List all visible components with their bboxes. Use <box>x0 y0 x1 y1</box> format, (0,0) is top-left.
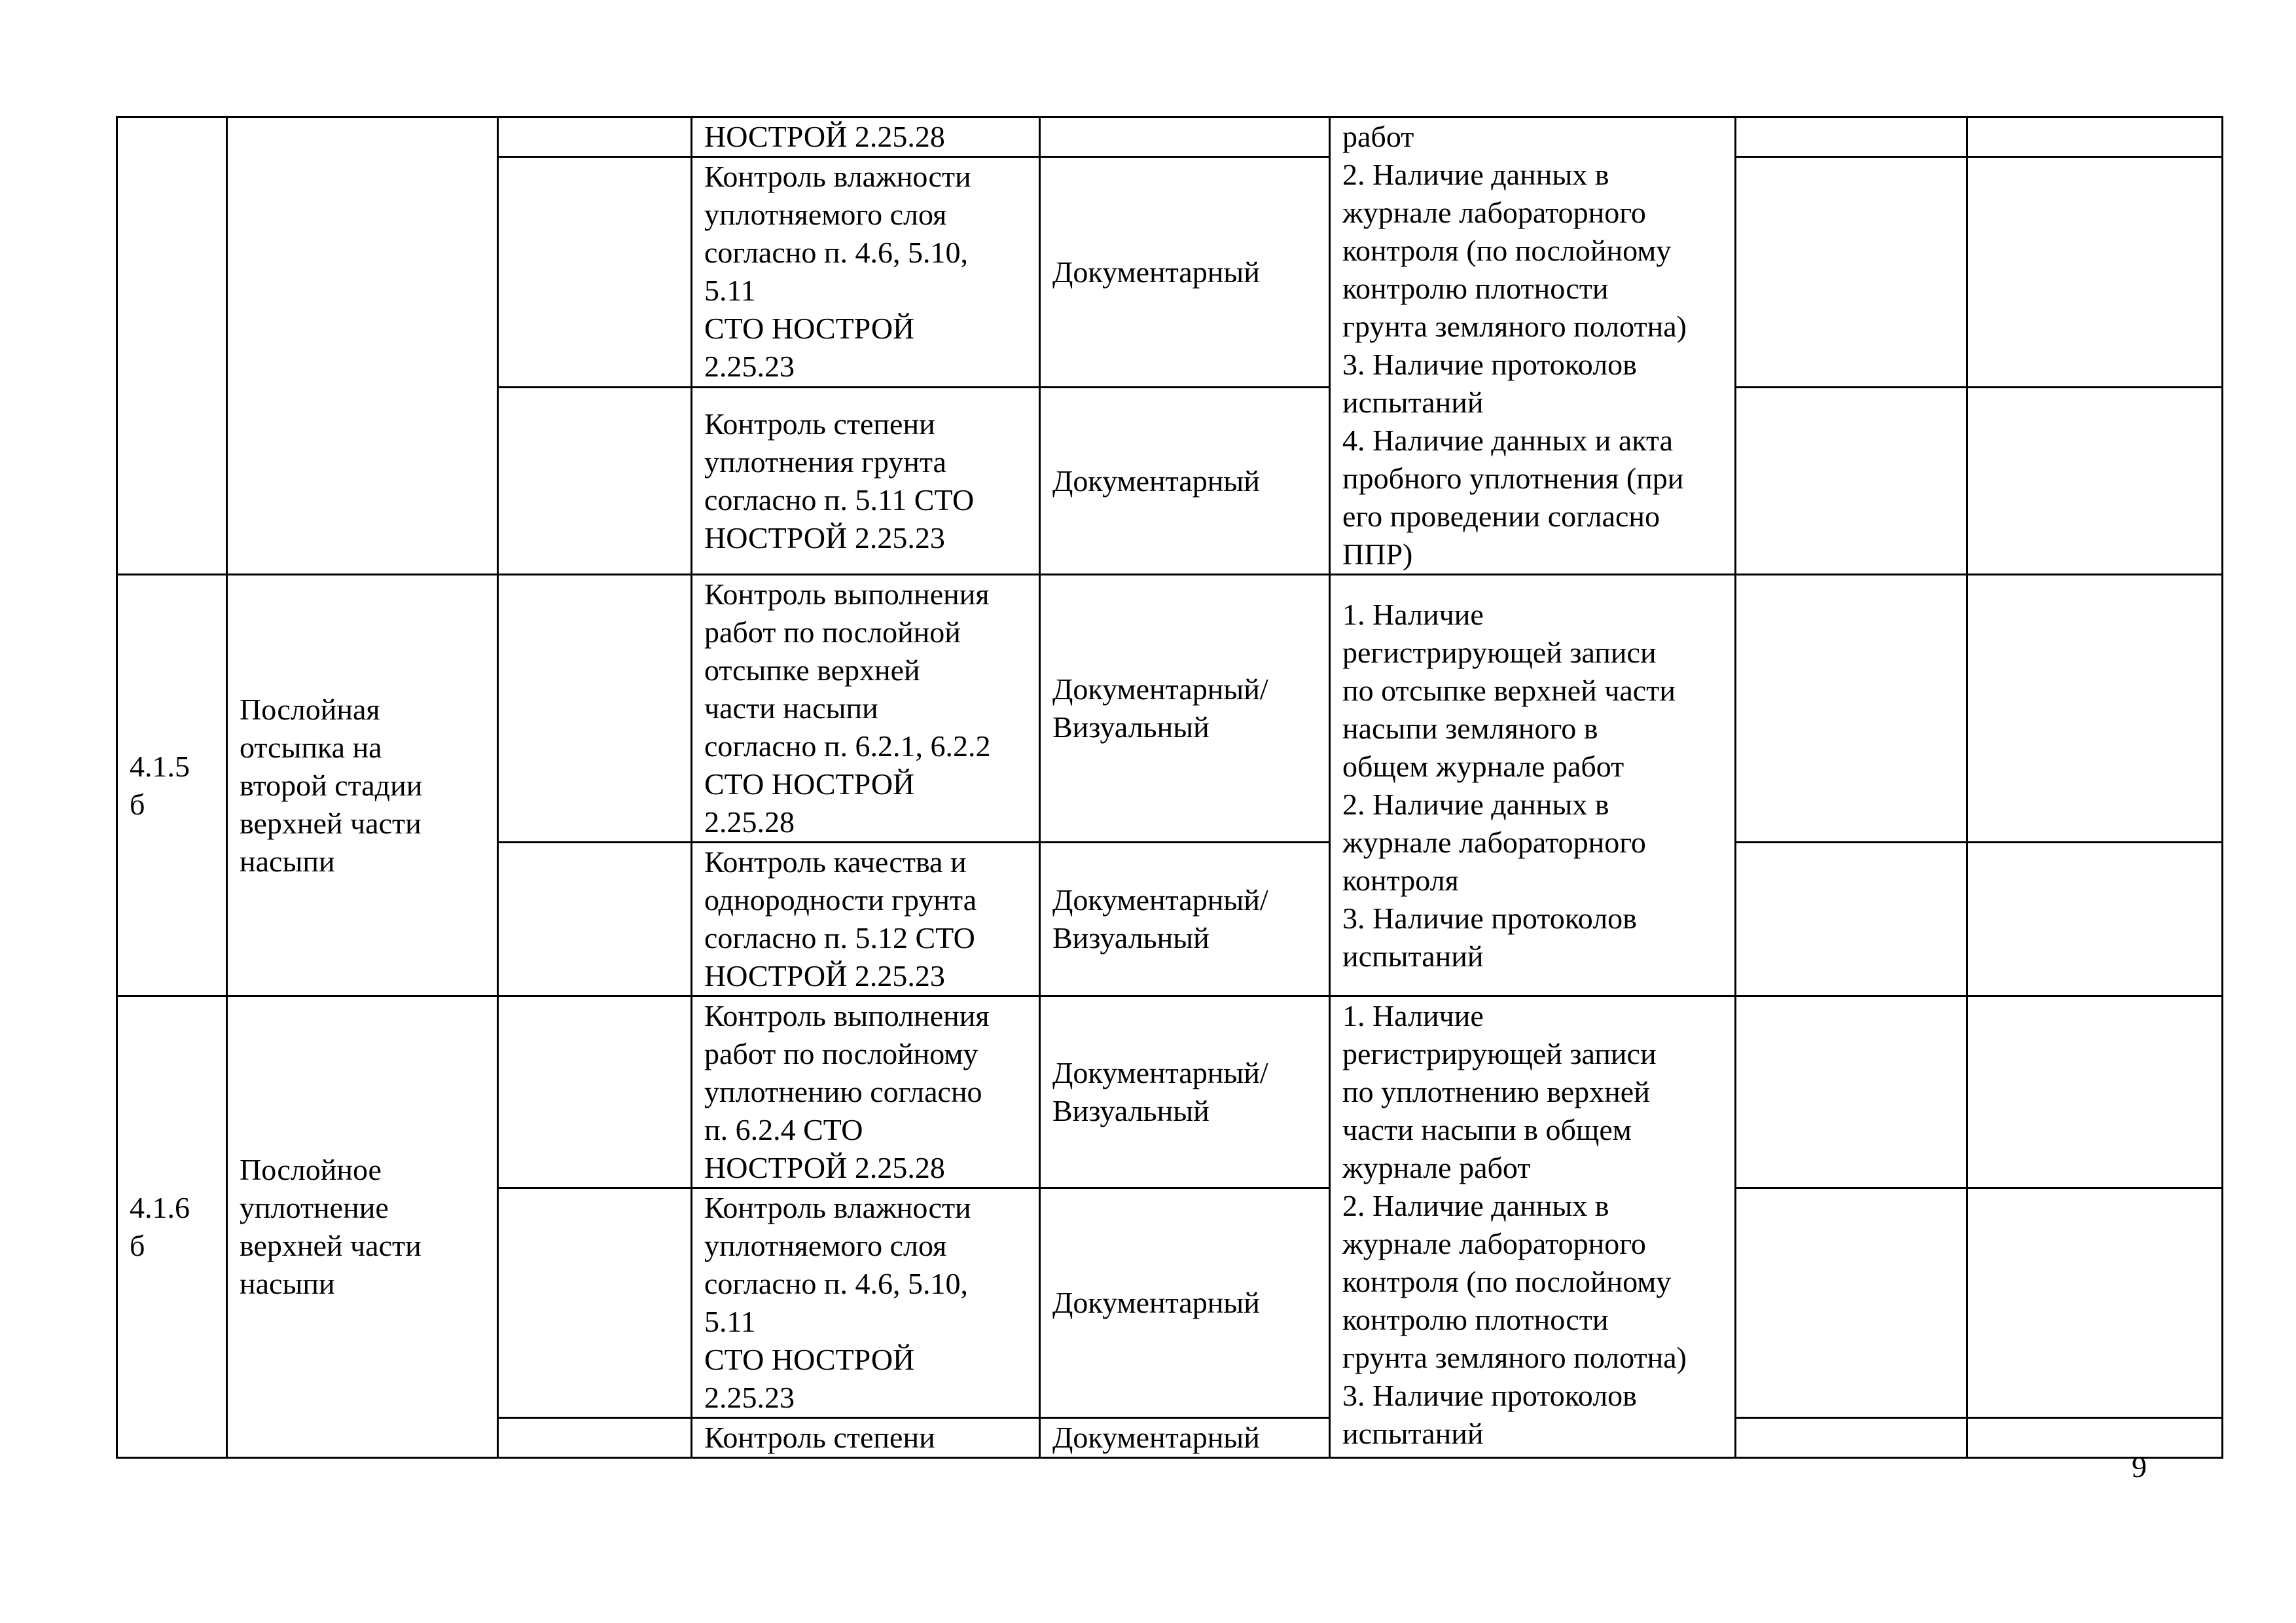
empty-cell <box>1967 117 2223 157</box>
method-cell <box>1040 1188 1330 1418</box>
documents-cell <box>1330 996 1736 1458</box>
empty-cell <box>1967 996 2223 1188</box>
empty-cell <box>1736 996 1967 1188</box>
method-cell <box>1040 117 1330 157</box>
control-text: НОСТРОЙ 2.25.28 <box>704 120 945 153</box>
empty-cell <box>1736 843 1967 996</box>
item-title: Послойное уплотнение верхней части насыпи <box>240 1153 422 1300</box>
empty-cell <box>1736 1188 1967 1418</box>
table-row <box>117 996 2223 1188</box>
page-number: 9 <box>2132 1450 2147 1484</box>
table-row <box>117 117 2223 157</box>
empty-cell <box>1736 575 1967 843</box>
empty-cell <box>498 575 692 843</box>
item-title: Послойная отсыпка на второй стадии верхней части насыпи <box>240 692 423 878</box>
empty-cell <box>498 388 692 575</box>
table-row <box>117 575 2223 843</box>
empty-cell <box>1736 1418 1967 1458</box>
empty-cell <box>1736 157 1967 388</box>
empty-cell <box>498 1188 692 1418</box>
control-table <box>116 116 2223 1459</box>
control-cell <box>692 388 1040 575</box>
empty-cell <box>1736 388 1967 575</box>
empty-cell <box>1967 1188 2223 1418</box>
empty-cell <box>498 843 692 996</box>
documents-cell <box>1330 117 1736 575</box>
control-text: Контроль влажности уплотняемого слоя согласно п. 4.6, 5.10, 5.11 СТО НОСТРОЙ 2.25.23 <box>704 160 971 384</box>
method-text: Документарный/ Визуальный <box>1052 883 1268 955</box>
method-cell <box>1040 1418 1330 1458</box>
empty-cell <box>1736 117 1967 157</box>
empty-cell <box>1967 1418 2223 1458</box>
control-cell <box>692 1188 1040 1418</box>
item-number-cell <box>117 575 227 996</box>
documents-text: работ 2. Наличие данных в журнале лабораторного контроля (по послойному контролю плотности грунта земляного полотна) 3. Наличие протоколов испытаний 4. Наличие данных и акта пробного уплотнения (при его проведении согласно ППР) <box>1342 120 1687 571</box>
empty-cell <box>498 996 692 1188</box>
empty-cell <box>498 117 692 157</box>
control-cell <box>692 996 1040 1188</box>
item-number: 4.1.6 б <box>130 1191 190 1262</box>
control-text: Контроль степени уплотнения грунта согласно п. 5.11 СТО НОСТРОЙ 2.25.23 <box>704 407 975 555</box>
control-text: Контроль степени <box>704 1421 935 1454</box>
empty-cell <box>1967 388 2223 575</box>
method-text: Документарный <box>1052 1421 1260 1454</box>
empty-cell <box>1967 843 2223 996</box>
method-cell <box>1040 157 1330 388</box>
method-text: Документарный/ Визуальный <box>1052 1056 1268 1127</box>
control-text: Контроль качества и однородности грунта согласно п. 5.12 СТО НОСТРОЙ 2.25.23 <box>704 845 977 993</box>
control-cell <box>692 843 1040 996</box>
method-text: Документарный <box>1052 1286 1260 1319</box>
method-cell <box>1040 575 1330 843</box>
method-cell <box>1040 843 1330 996</box>
item-number: 4.1.5 б <box>130 749 190 821</box>
empty-cell <box>498 1418 692 1458</box>
method-text: Документарный/ Визуальный <box>1052 672 1268 744</box>
empty-cell <box>1967 157 2223 388</box>
item-title-cell <box>227 575 498 996</box>
control-cell <box>692 157 1040 388</box>
documents-text: 1. Наличие регистрирующей записи по отсыпке верхней части насыпи земляного в общем журнале работ 2. Наличие данных в журнале лабораторного контроля 3. Наличие протоколов испытаний <box>1342 597 1676 973</box>
control-cell <box>692 575 1040 843</box>
method-text: Документарный <box>1052 255 1260 289</box>
method-text: Документарный <box>1052 464 1260 498</box>
empty-cell <box>498 157 692 388</box>
item-number-cell <box>117 117 227 575</box>
item-title-cell <box>227 996 498 1458</box>
documents-cell <box>1330 575 1736 996</box>
empty-cell <box>1967 575 2223 843</box>
control-cell <box>692 117 1040 157</box>
control-text: Контроль выполнения работ по послойной отсыпке верхней части насыпи согласно п. 6.2.1, 6.2.2 СТО НОСТРОЙ 2.25.28 <box>704 577 991 839</box>
item-number-cell <box>117 996 227 1458</box>
control-cell <box>692 1418 1040 1458</box>
control-text: Контроль выполнения работ по послойному уплотнению согласно п. 6.2.4 СТО НОСТРОЙ 2.25.28 <box>704 999 990 1184</box>
control-text: Контроль влажности уплотняемого слоя согласно п. 4.6, 5.10, 5.11 СТО НОСТРОЙ 2.25.23 <box>704 1191 971 1414</box>
documents-text: 1. Наличие регистрирующей записи по уплотнению верхней части насыпи в общем журнале работ 2. Наличие данных в журнале лабораторного контроля (по послойному контролю плотности грунта земляного полотна) 3. Наличие протоколов испытаний <box>1342 999 1687 1450</box>
method-cell <box>1040 388 1330 575</box>
method-cell <box>1040 996 1330 1188</box>
item-title-cell <box>227 117 498 575</box>
